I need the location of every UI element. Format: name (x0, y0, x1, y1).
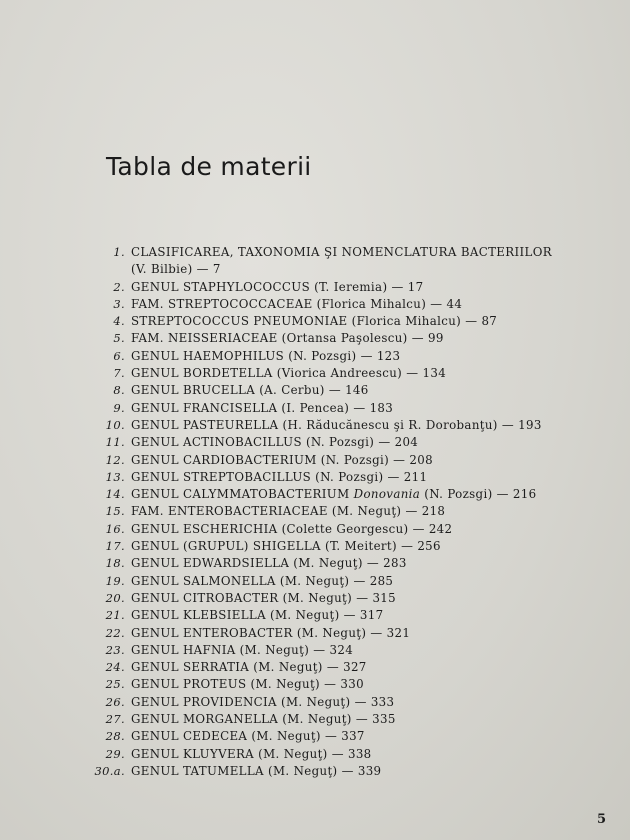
entry-number: 5. (113, 331, 125, 346)
entry-text: GENUL ACTINOBACILLUS (N. Pozsgi) — 204 (131, 435, 419, 450)
toc-entry (0, 503, 630, 520)
entry-text: GENUL TATUMELLA (M. Neguţ) — 339 (131, 763, 382, 778)
toc-entry (0, 676, 630, 693)
toc-entry (0, 486, 630, 503)
toc-entry (0, 607, 630, 624)
entry-text: GENUL PASTEURELLA (H. Răducănescu şi R. Dorobanţu) — 193 (131, 417, 542, 432)
entry-number: 27. (105, 712, 125, 727)
toc-entry (0, 313, 630, 330)
entry-text (131, 486, 536, 503)
entry-number: 3. (113, 296, 125, 311)
entry-text: GENUL CARDIOBACTERIUM (N. Pozsgi) — 208 (131, 452, 433, 467)
toc-entry (0, 763, 630, 780)
entry-text: GENUL FRANCISELLA (I. Pencea) — 183 (131, 400, 394, 415)
entry-number: 23. (105, 642, 125, 657)
toc-entry (0, 452, 630, 469)
entry-text: FAM. ENTEROBACTERIACEAE (M. Neguţ) — 218 (131, 504, 446, 519)
entry-text: GENUL BRUCELLA (A. Cerbu) — 146 (131, 383, 369, 398)
entry-number: 7. (113, 366, 125, 381)
entry-text: FAM. NEISSERIACEAE (Ortansa Paşolescu) — 99 (131, 331, 444, 346)
entry-text: GENUL EDWARDSIELLA (M. Neguţ) — 283 (131, 556, 407, 571)
toc-entry (0, 330, 630, 347)
entry-text: GENUL HAFNIA (M. Neguţ) — 324 (131, 642, 354, 657)
entry-number: 8. (113, 383, 125, 398)
entry-number: 16. (105, 521, 125, 536)
entry-text: GENUL KLUYVERA (M. Neguţ) — 338 (131, 746, 372, 761)
entry-number: 30.a. (94, 763, 125, 778)
toc-entry (0, 642, 630, 659)
entry-number: 6. (113, 348, 125, 363)
entry-number: 11. (105, 435, 125, 450)
table-of-contents (0, 244, 630, 780)
toc-entry (0, 746, 630, 763)
entry-number: 4. (113, 314, 125, 329)
entry-text: GENUL STAPHYLOCOCCUS (T. Ieremia) — 17 (131, 279, 424, 294)
toc-entry (0, 400, 630, 417)
entry-text: GENUL SALMONELLA (M. Neguţ) — 285 (131, 573, 394, 588)
entry-number: 28. (105, 729, 125, 744)
toc-entry-continuation (0, 261, 630, 278)
entry-number: 18. (105, 556, 125, 571)
page-number: 5 (597, 812, 607, 827)
toc-entry (0, 521, 630, 538)
toc-entry (0, 296, 630, 313)
entry-number: 13. (105, 469, 125, 484)
entry-text: GENUL PROTEUS (M. Neguţ) — 330 (131, 677, 364, 692)
page-title: Tabla de materii (106, 152, 312, 181)
entry-number: 15. (105, 504, 125, 519)
toc-entry (0, 469, 630, 486)
toc-entry (0, 659, 630, 676)
entry-number: 21. (105, 608, 125, 623)
toc-entry (0, 279, 630, 296)
toc-entry (0, 538, 630, 555)
entry-text: GENUL KLEBSIELLA (M. Neguţ) — 317 (131, 608, 384, 623)
entry-number: 17. (105, 539, 125, 554)
entry-text-continuation: (V. Bilbie) — 7 (131, 262, 221, 277)
entry-number: 9. (113, 400, 125, 415)
entry-text: GENUL CEDECEA (M. Neguţ) — 337 (131, 729, 365, 744)
entry-number: 1. (113, 245, 125, 259)
toc-entry (0, 694, 630, 711)
entry-number: 25. (105, 677, 125, 692)
toc-entry (0, 382, 630, 399)
entry-number: 14. (105, 487, 125, 502)
entry-text: GENUL CITROBACTER (M. Neguţ) — 315 (131, 590, 397, 605)
entry-text: STREPTOCOCCUS PNEUMONIAE (Florica Mihalcu) — 87 (131, 314, 498, 329)
entry-text: GENUL BORDETELLA (Viorica Andreescu) — 134 (131, 366, 447, 381)
entry-text: GENUL ESCHERICHIA (Colette Georgescu) — 242 (131, 521, 453, 536)
entry-number: 2. (113, 279, 125, 294)
toc-entry (0, 590, 630, 607)
entry-text: GENUL PROVIDENCIA (M. Neguţ) — 333 (131, 694, 395, 709)
entry-number: 12. (105, 452, 125, 467)
entry-text: GENUL (GRUPUL) SHIGELLA (T. Meitert) — 256 (131, 539, 441, 554)
toc-entry (0, 573, 630, 590)
entry-number: 22. (105, 625, 125, 640)
entry-text: GENUL STREPTOBACILLUS (N. Pozsgi) — 211 (131, 469, 428, 484)
entry-number: 10. (105, 417, 125, 432)
entry-number: 24. (105, 660, 125, 675)
toc-entry (0, 555, 630, 572)
entry-text-part: GENUL CALYMMATOBACTERIUM (131, 487, 354, 502)
toc-entry (0, 728, 630, 745)
toc-entry (0, 365, 630, 382)
entry-text: GENUL MORGANELLA (M. Neguţ) — 335 (131, 712, 396, 727)
toc-entry (0, 244, 630, 261)
toc-entry (0, 348, 630, 365)
toc-entry (0, 434, 630, 451)
entry-number: 26. (105, 694, 125, 709)
entry-text: FAM. STREPTOCOCCACEAE (Florica Mihalcu) — 44 (131, 296, 463, 311)
entry-text-part: (N. Pozsgi) — 216 (420, 487, 537, 502)
entry-text: CLASIFICAREA, TAXONOMIA ŞI NOMENCLATURA BACTERIILOR (131, 245, 552, 259)
entry-text: GENUL HAEMOPHILUS (N. Pozsgi) — 123 (131, 348, 401, 363)
toc-entry (0, 711, 630, 728)
entry-number: 20. (105, 590, 125, 605)
entry-number: 29. (105, 746, 125, 761)
toc-entry (0, 417, 630, 434)
entry-text: GENUL SERRATIA (M. Neguţ) — 327 (131, 660, 367, 675)
entry-text: GENUL ENTEROBACTER (M. Neguţ) — 321 (131, 625, 411, 640)
entry-text-italic: Donovania (353, 487, 421, 502)
entry-number: 19. (105, 573, 125, 588)
toc-entry (0, 625, 630, 642)
